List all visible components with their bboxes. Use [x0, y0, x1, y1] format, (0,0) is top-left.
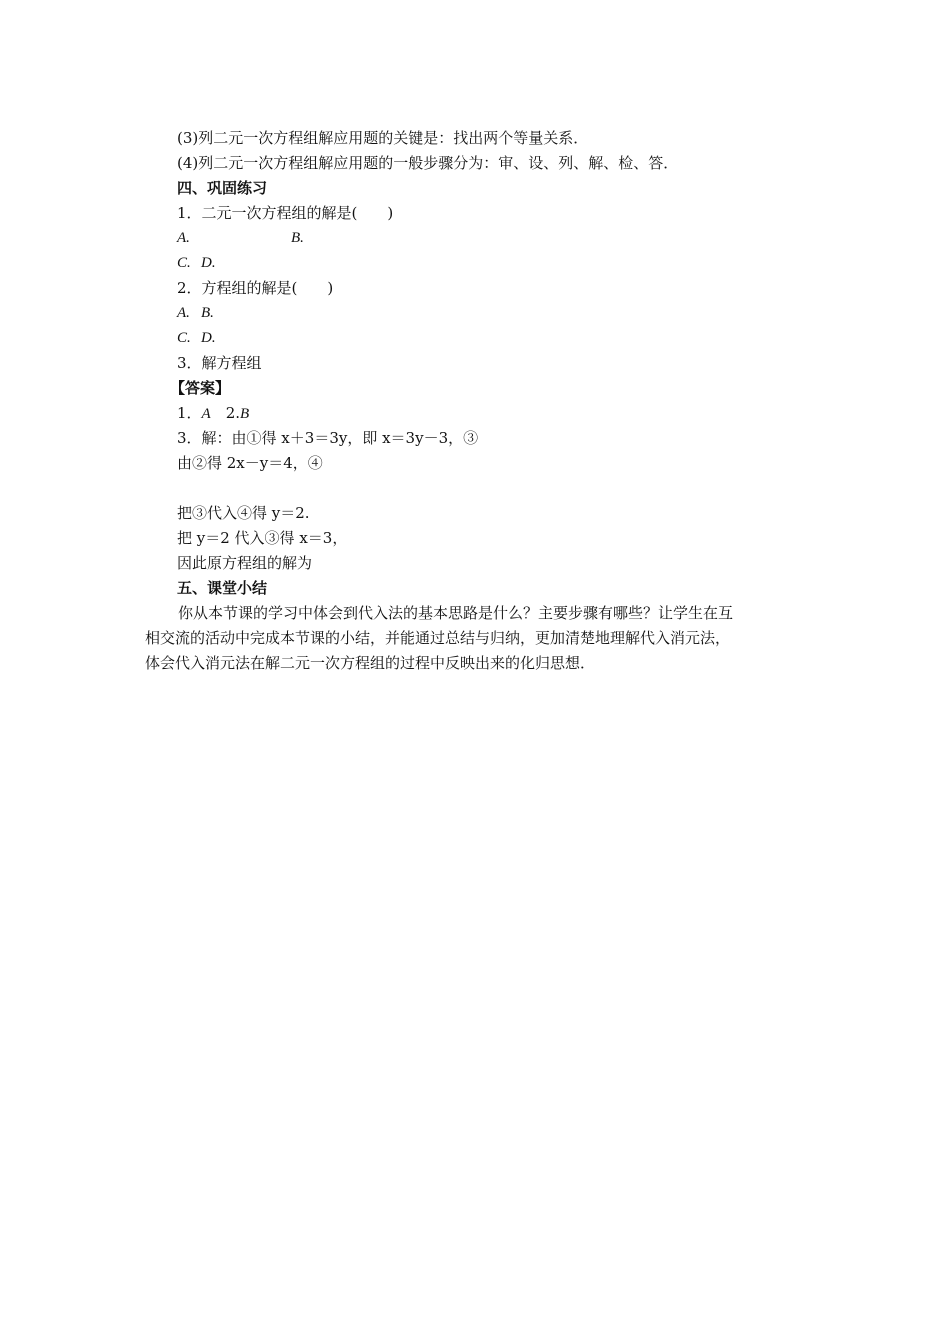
text-line-key-point: (3)列二元一次方程组解应用题的关键是：找出两个等量关系．	[177, 129, 589, 147]
text-line-general-steps: (4)列二元一次方程组解应用题的一般步骤分为：审、设、列、解、检、答．	[177, 154, 679, 172]
answer-heading: 【答案】	[170, 379, 231, 397]
question-1-option-d: D.	[201, 255, 216, 271]
question-2-option-b: B.	[201, 305, 214, 321]
answer-1-choice: A	[201, 406, 211, 422]
answer-2-prefix: 2.	[210, 404, 241, 422]
answer-1-prefix: 1．	[177, 404, 202, 422]
solution-step-3: 把③代入④得 y＝2.	[177, 504, 310, 522]
section-heading-summary: 五、课堂小结	[177, 579, 268, 597]
question-3: 3．解方程组	[177, 354, 262, 372]
summary-paragraph	[145, 601, 805, 676]
question-1-option-c: C.	[177, 255, 191, 271]
question-1: 1．二元一次方程组的解是( )	[177, 204, 394, 222]
solution-step-2: 由②得 2x－y＝4，④	[177, 454, 323, 472]
solution-step-5: 因此原方程组的解为	[177, 554, 313, 572]
question-1-option-a: A.	[177, 230, 190, 246]
summary-line-2: 相交流的活动中完成本节课的小结，并能通过总结与归纳，更加清楚地理解代入消元法，	[145, 629, 731, 647]
answer-2-choice: B	[240, 406, 250, 422]
question-2-option-a: A.	[177, 305, 190, 321]
summary-line-3: 体会代入消元法在解二元一次方程组的过程中反映出来的化归思想．	[145, 654, 596, 672]
question-2: 2．方程组的解是( )	[177, 279, 334, 297]
solution-step-1: 3．解：由①得 x＋3＝3y，即 x＝3y－3，③	[177, 429, 479, 447]
question-2-option-d: D.	[201, 330, 216, 346]
solution-step-4: 把 y＝2 代入③得 x＝3，	[177, 529, 348, 547]
summary-line-1: 你从本节课的学习中体会到代入法的基本思路是什么？主要步骤有哪些？让学生在互	[178, 604, 734, 622]
question-2-option-c: C.	[177, 330, 191, 346]
question-1-option-b: B.	[291, 230, 304, 246]
answer-line-1	[177, 403, 249, 424]
section-heading-practice: 四、巩固练习	[177, 179, 268, 197]
